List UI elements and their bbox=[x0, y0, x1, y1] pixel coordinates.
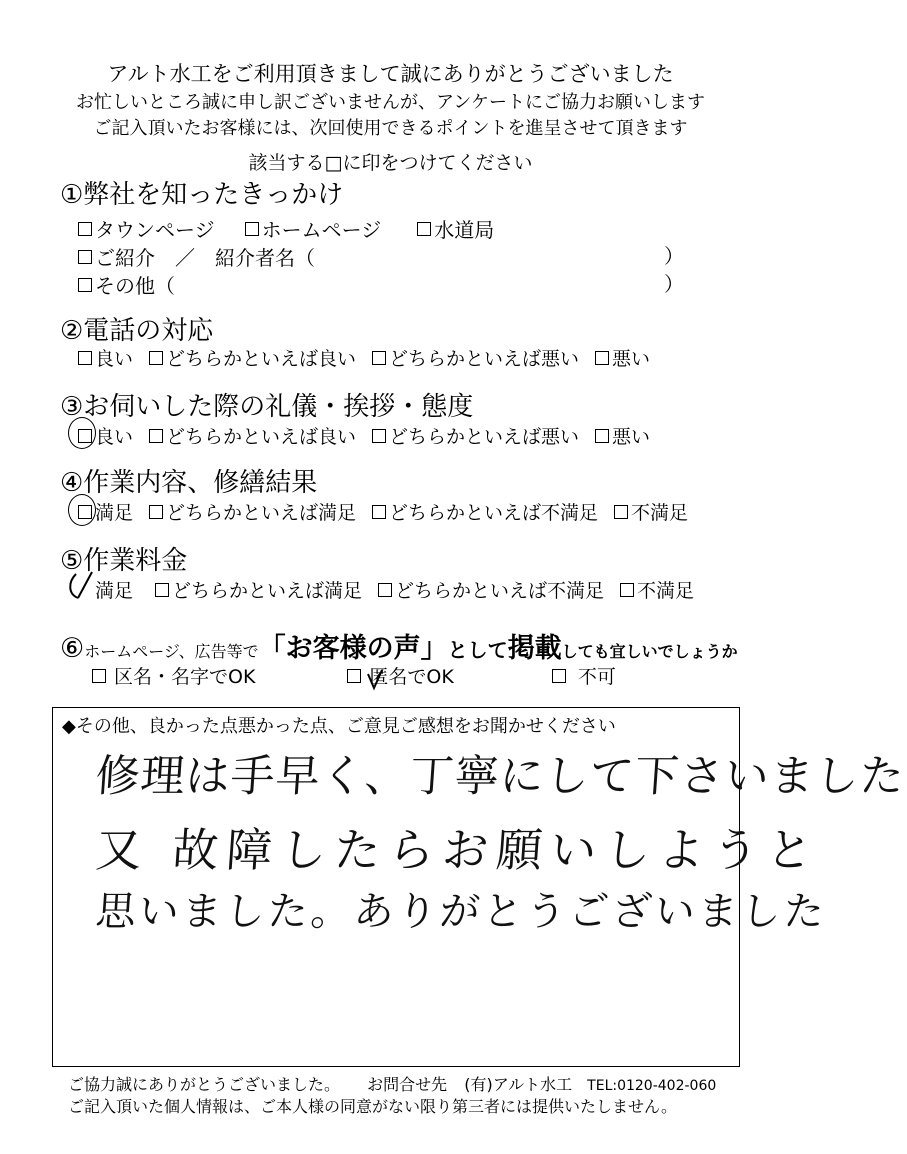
option-label: 悪い bbox=[612, 348, 651, 370]
option-label: どちらかといえば不満足 bbox=[395, 580, 605, 602]
q4-options bbox=[78, 498, 704, 525]
q6-suffix: しても宜しいでしょうか bbox=[561, 642, 738, 661]
header-request: お忙しいところ誠に申し訳ございませんが、アンケートにご協力お願いします bbox=[76, 92, 705, 113]
option-label: ホームページ bbox=[261, 218, 382, 242]
handwritten-comment-line2: 又 故障したらお願いしようと bbox=[93, 823, 823, 877]
checkbox[interactable] bbox=[78, 351, 92, 365]
q2-option-good[interactable] bbox=[78, 344, 133, 371]
footer-thanks: ご協力誠にありがとうございました。 bbox=[68, 1075, 341, 1094]
checkbox[interactable] bbox=[595, 351, 609, 365]
hand-drawn-circle-mark bbox=[68, 417, 96, 449]
checkbox[interactable] bbox=[78, 222, 92, 236]
q2-title: ②電話の対応 bbox=[60, 316, 214, 346]
q1-title: ①弊社を知ったきっかけ bbox=[60, 180, 344, 210]
footer-line1 bbox=[68, 1072, 716, 1095]
q1-option-referral[interactable] bbox=[78, 242, 315, 271]
q6-options bbox=[92, 662, 632, 689]
q6-option-name-ok[interactable] bbox=[92, 662, 255, 689]
checkbox[interactable] bbox=[149, 351, 163, 365]
option-label: 不満足 bbox=[637, 580, 695, 602]
option-label: どちらかといえば満足 bbox=[172, 580, 363, 602]
option-label: 水道局 bbox=[434, 218, 495, 242]
option-label: どちらかといえば不満足 bbox=[389, 502, 599, 524]
q1-option-townpage[interactable] bbox=[78, 214, 215, 243]
handwritten-comment-line3: 思いました。ありがとうございました bbox=[94, 889, 829, 935]
q2-option-somewhat-bad[interactable] bbox=[372, 344, 579, 371]
checkbox[interactable] bbox=[372, 505, 386, 519]
checkbox[interactable] bbox=[245, 222, 259, 236]
q2-options bbox=[78, 344, 666, 371]
q6-prefix: ホームページ、広告等で bbox=[84, 642, 259, 661]
q6-quote: 「お客様の声」 bbox=[258, 633, 448, 664]
option-label: 満足 bbox=[95, 580, 134, 602]
checkbox[interactable] bbox=[614, 505, 628, 519]
option-label: 不可 bbox=[577, 666, 616, 688]
q1-option-other[interactable] bbox=[78, 270, 175, 299]
q4-option-somewhat-unsatisfied[interactable] bbox=[372, 498, 598, 525]
option-label: 区名・名字でOK bbox=[114, 666, 256, 688]
option-label: どちらかといえば良い bbox=[166, 426, 357, 448]
checkbox[interactable] bbox=[372, 351, 386, 365]
checkbox[interactable] bbox=[149, 505, 163, 519]
option-label: 良い bbox=[95, 426, 134, 448]
checkbox[interactable] bbox=[372, 429, 386, 443]
option-label: どちらかといえば良い bbox=[166, 348, 357, 370]
q1-options-row1 bbox=[78, 214, 510, 243]
checkbox[interactable] bbox=[378, 583, 392, 597]
q5-option-unsatisfied[interactable] bbox=[620, 576, 694, 603]
q3-options bbox=[78, 422, 666, 449]
checkbox[interactable] bbox=[552, 669, 566, 683]
q1-option-homepage[interactable] bbox=[245, 214, 382, 243]
q6-keisai: 掲載 bbox=[507, 633, 562, 664]
q6-mid: として bbox=[447, 638, 508, 662]
checkbox[interactable] bbox=[78, 278, 92, 292]
option-label: その他（ bbox=[95, 274, 175, 298]
q5-title: ⑤作業料金 bbox=[60, 546, 188, 576]
q3-option-somewhat-bad[interactable] bbox=[372, 422, 579, 449]
q3-option-bad[interactable] bbox=[595, 422, 650, 449]
option-label: 満足 bbox=[95, 502, 134, 524]
q6-option-not-allowed[interactable] bbox=[552, 662, 616, 689]
header-title: アルト水工をご利用頂きまして誠にありがとうございました bbox=[107, 62, 674, 86]
option-label: タウンページ bbox=[95, 218, 215, 242]
option-label: ご紹介 ／ 紹介者名（ bbox=[95, 246, 315, 270]
q5-options bbox=[78, 576, 710, 603]
q3-option-somewhat-good[interactable] bbox=[149, 422, 356, 449]
footer-company: (有)アルト水工 bbox=[464, 1075, 573, 1094]
checkbox[interactable] bbox=[417, 222, 431, 236]
checkbox[interactable] bbox=[347, 669, 361, 683]
footer-tel[interactable]: TEL:0120-402-060 bbox=[587, 1078, 717, 1094]
option-label: 良い bbox=[95, 348, 134, 370]
checkbox[interactable] bbox=[620, 583, 634, 597]
comment-prompt: ◆その他、良かった点悪かった点、ご意見ご感想をお聞かせください bbox=[62, 716, 616, 737]
checkbox[interactable] bbox=[149, 429, 163, 443]
option-label: 匿名でOK bbox=[369, 666, 454, 688]
option-label: どちらかといえば満足 bbox=[166, 502, 357, 524]
handwritten-comment-line1: 修理は手早く、丁寧にして下さいました bbox=[93, 751, 907, 802]
checkbox[interactable] bbox=[78, 250, 92, 264]
q6-title bbox=[60, 626, 738, 665]
option-label: どちらかといえば悪い bbox=[389, 426, 580, 448]
q1-other-close-paren: ） bbox=[664, 272, 684, 296]
q5-option-somewhat-unsatisfied[interactable] bbox=[378, 576, 604, 603]
hand-drawn-check-mark bbox=[66, 568, 96, 602]
footer-contact-label: お問合せ先 bbox=[367, 1075, 448, 1094]
checkbox[interactable] bbox=[92, 669, 106, 683]
header-points-note: ご記入頂いたお客様には、次回使用できるポイントを進呈させて頂きます bbox=[93, 118, 688, 139]
q4-option-unsatisfied[interactable] bbox=[614, 498, 688, 525]
option-label: 不満足 bbox=[631, 502, 689, 524]
checkbox[interactable] bbox=[595, 429, 609, 443]
option-label: 悪い bbox=[612, 426, 651, 448]
q1-referral-close-paren: ） bbox=[664, 244, 684, 268]
instruction-text: 該当する□に印をつけてください bbox=[248, 152, 533, 174]
footer-privacy: ご記入頂いた個人情報は、ご本人様の同意がない限り第三者には提供いたしません。 bbox=[68, 1097, 677, 1116]
hand-drawn-circle-mark bbox=[68, 494, 96, 526]
hand-drawn-check-mark bbox=[364, 664, 386, 692]
q2-option-somewhat-good[interactable] bbox=[149, 344, 356, 371]
q4-title: ④作業内容、修繕結果 bbox=[60, 468, 318, 498]
q1-option-suidokyoku[interactable] bbox=[417, 214, 494, 243]
q5-option-somewhat-satisfied[interactable] bbox=[155, 576, 362, 603]
q4-option-somewhat-satisfied[interactable] bbox=[149, 498, 356, 525]
q3-title: ③お伺いした際の礼儀・挨拶・態度 bbox=[60, 392, 474, 422]
q6-number: ⑥ bbox=[60, 633, 85, 664]
option-label: どちらかといえば悪い bbox=[389, 348, 580, 370]
checkbox[interactable] bbox=[155, 583, 169, 597]
q2-option-bad[interactable] bbox=[595, 344, 650, 371]
